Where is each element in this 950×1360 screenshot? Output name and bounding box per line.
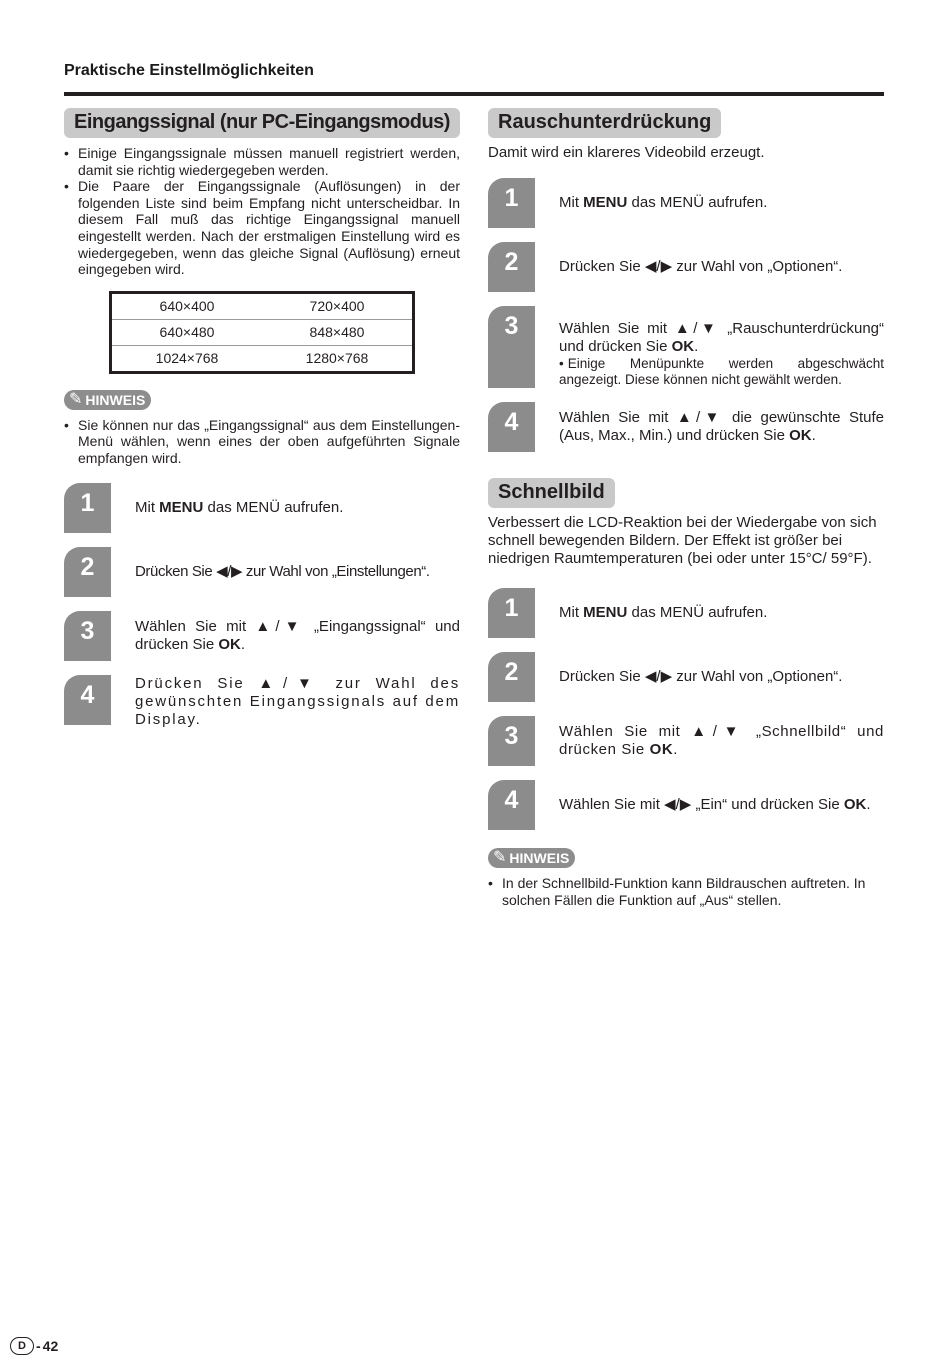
table-row [111, 319, 414, 345]
table-row [111, 292, 414, 319]
step-list [488, 178, 884, 452]
step-item [488, 242, 884, 292]
step-item [488, 588, 884, 638]
hinweis-note: • In der Schnellbild-Funktion kann Bildrauschen auftreten. In solchen Fällen die Funktion auf „Aus“ stellen. [488, 875, 884, 908]
language-badge: D [10, 1337, 34, 1355]
pencil-icon: ✎ [69, 390, 83, 408]
hinweis-badge [488, 848, 575, 868]
section-intro: Damit wird ein klareres Videobild erzeugt. [488, 144, 765, 161]
step-number: 1 [64, 483, 111, 533]
step-number: 2 [64, 547, 111, 597]
step-list [488, 588, 884, 830]
step-text: Drücken Sie ◀/▶ zur Wahl von „Optionen“. [559, 668, 843, 685]
table-cell: 848×480 [262, 319, 414, 345]
step-number: 2 [488, 652, 535, 702]
step-text: Mit MENU das MENÜ aufrufen. [559, 194, 768, 211]
table-cell: 640×480 [111, 319, 263, 345]
step-number: 4 [488, 780, 535, 830]
step-text: Wählen Sie mit ▲/▼ die gewünschte Stufe (Aus, Max., Min.) und drücken Sie OK. [559, 409, 884, 444]
left-column [64, 108, 460, 743]
step-text: Drücken Sie ◀/▶ zur Wahl von „Einstellungen“. [135, 562, 430, 580]
step-number: 1 [488, 178, 535, 228]
step-text: Drücken Sie ◀/▶ zur Wahl von „Optionen“. [559, 258, 843, 275]
header-rule [64, 92, 884, 96]
step-number: 3 [488, 716, 535, 766]
resolution-table [109, 291, 415, 374]
table-cell: 640×400 [111, 292, 263, 319]
bullet-item: • Die Paare der Eingangssignale (Auflösungen) in der folgenden Liste sind beim Empfang nicht unterscheidbar. In diesem Fall muß das richtige Eingangssignal manuell eingestellt werden. Nach der erstmaligen Einstellung wird es wiedergegeben, wenn das gleiche Signal (Auflösung) erneut eingegeben wird. [64, 178, 460, 278]
step-number: 3 [64, 611, 111, 661]
section-intro: Verbessert die LCD-Reaktion bei der Wiedergabe von sich schnell bewegenden Bildern. Der Effekt ist größer bei niedrigen Raumtemperaturen (bei oder unter 15°C/ 59°F). [488, 514, 877, 567]
step-item [64, 675, 460, 729]
page-number: 42 [42, 1338, 59, 1354]
step-item [64, 611, 460, 661]
page-separator: - [36, 1338, 41, 1354]
step-number: 1 [488, 588, 535, 638]
table-row [111, 345, 414, 372]
step-text: Drücken Sie ▲/▼ zur Wahl des gewünschten Eingangssignals auf dem Display. [135, 674, 460, 728]
step-item [488, 178, 884, 228]
hinweis-badge [64, 390, 151, 410]
step-number: 2 [488, 242, 535, 292]
step-list [64, 483, 460, 729]
step-text: Wählen Sie mit ▲/▼ „Rauschunterdrückung“ und drücken Sie OK. • Einige Menüpunkte werden abgeschwächt angezeigt. Diese können nicht gewählt werden. [559, 320, 884, 387]
step-text: Wählen Sie mit ◀/▶ „Ein“ und drücken Sie OK. [559, 796, 871, 813]
step-item [488, 402, 884, 452]
table-cell: 1024×768 [155, 350, 219, 367]
intro-bullets [64, 145, 460, 278]
section-title-rauschunterdrueckung: Rauschunterdrückung [488, 108, 721, 138]
bullet-item: • Einige Eingangssignale müssen manuell registriert werden, damit sie richtig wiedergegeben werden. [64, 145, 460, 178]
page-footer [10, 1337, 58, 1355]
page-header-title: Praktische Einstellmöglichkeiten [64, 62, 314, 79]
step-text: Wählen Sie mit ▲/▼ „Eingangssignal“ und drücken Sie OK. [135, 617, 460, 653]
hinweis-label: HINWEIS [509, 850, 570, 866]
step-item [488, 652, 884, 702]
step-number: 3 [488, 306, 535, 388]
hinweis-label: HINWEIS [85, 391, 146, 408]
step-number: 4 [64, 675, 111, 725]
section-title-schnellbild: Schnellbild [488, 478, 615, 508]
table-cell: 1280×768 [305, 350, 369, 367]
pencil-icon: ✎ [493, 849, 507, 866]
step-item [488, 306, 884, 388]
step-text: Mit MENU das MENÜ aufrufen. [559, 604, 768, 621]
step-item [64, 547, 460, 597]
step-item [488, 716, 884, 766]
table-cell: 720×400 [262, 292, 414, 319]
hinweis-notes [64, 417, 460, 467]
step-text: Mit MENU das MENÜ aufrufen. [135, 498, 344, 516]
hinweis-notes [488, 875, 884, 908]
step-item [488, 780, 884, 830]
section-title-eingangssignal: Eingangssignal (nur PC-Eingangsmodus) [64, 108, 460, 138]
step-item [64, 483, 460, 533]
step-note: • Einige Menüpunkte werden abgeschwächt angezeigt. Diese können nicht gewählt werden. [559, 356, 884, 387]
hinweis-note: • Sie können nur das „Eingangssignal“ aus dem Einstellungen-Menü wählen, wenn eines der oben aufgeführten Signale empfangen wird. [64, 417, 460, 467]
right-column [488, 108, 884, 908]
step-text: Wählen Sie mit ▲/▼ „Schnellbild“ und drücken Sie OK. [559, 723, 884, 758]
step-number: 4 [488, 402, 535, 452]
